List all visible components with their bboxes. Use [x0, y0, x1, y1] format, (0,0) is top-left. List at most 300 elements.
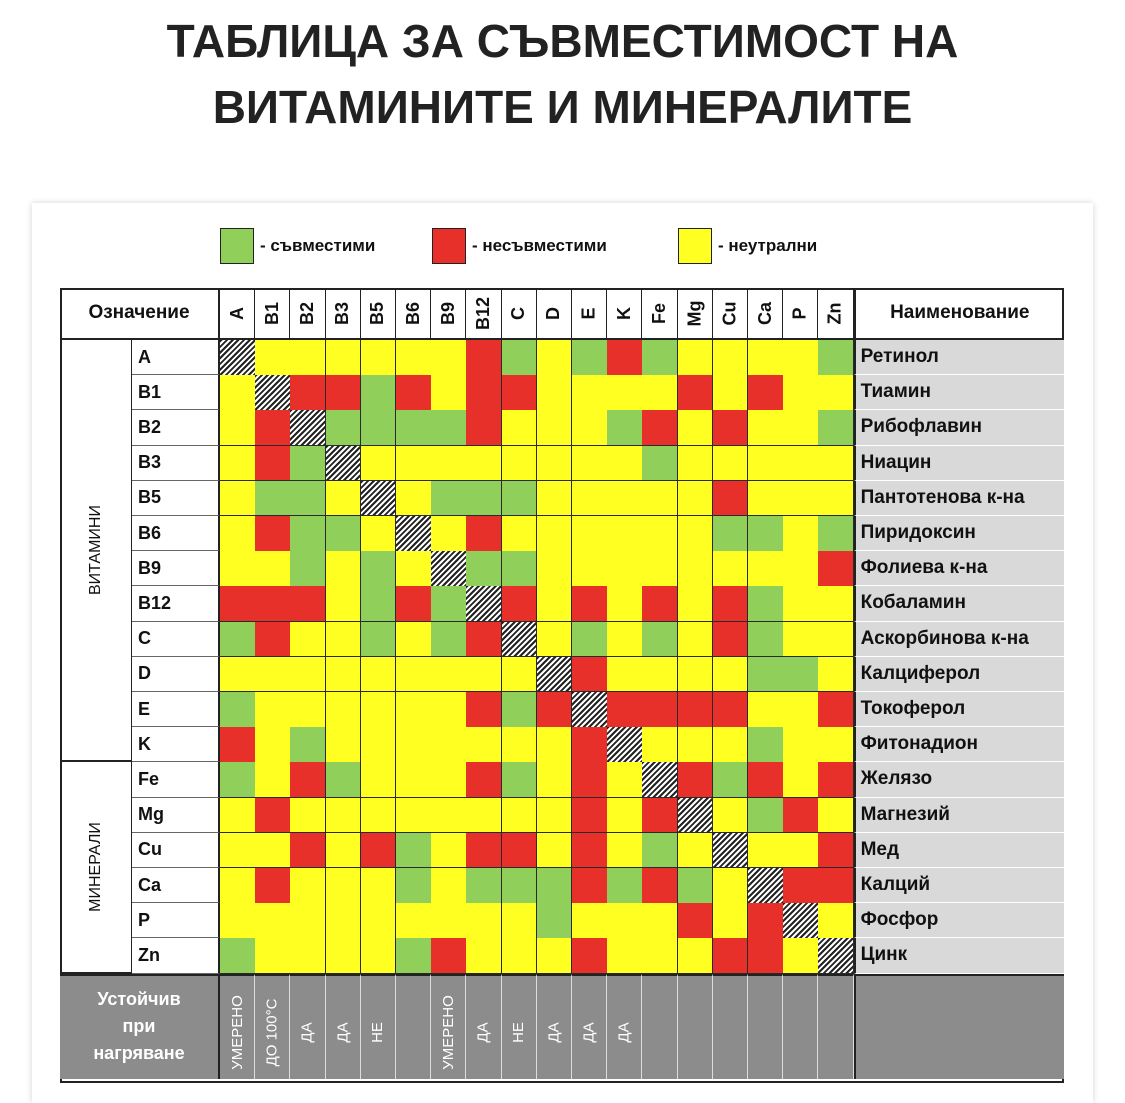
cell-fe-d	[537, 762, 573, 798]
cell-p-b5	[361, 903, 397, 939]
cell-c-c	[502, 622, 538, 658]
cell-b3-b3	[326, 446, 362, 482]
cell-d-fe	[642, 657, 678, 693]
cell-b12-d	[537, 586, 573, 622]
cell-p-b6	[396, 903, 432, 939]
cell-mg-b5	[361, 798, 397, 834]
cell-b5-b2	[290, 481, 326, 517]
cell-b1-a	[220, 375, 256, 411]
heat-value-c: НЕ	[502, 974, 537, 1079]
cell-a-b9	[431, 340, 467, 376]
cell-c-b3	[326, 622, 362, 658]
heat-value-k: ДА	[607, 974, 642, 1079]
cell-b9-cu	[713, 551, 749, 587]
legend-label-compatible: - съвместими	[260, 236, 376, 255]
cell-b9-b3	[326, 551, 362, 587]
row-name: Токоферол	[854, 692, 1064, 727]
cell-b1-d	[537, 375, 573, 411]
cell-a-a	[220, 340, 256, 376]
cell-b6-a	[220, 516, 256, 552]
cell-e-cu	[713, 692, 749, 728]
cell-b3-b2	[290, 446, 326, 482]
cell-mg-p	[783, 798, 819, 834]
row-code: B3	[132, 446, 220, 481]
cell-ca-b9	[431, 868, 467, 904]
cell-fe-e	[572, 762, 608, 798]
row-name: Калциферол	[854, 657, 1064, 692]
cell-b9-k	[607, 551, 643, 587]
cell-b2-p	[783, 410, 819, 446]
cell-p-fe	[642, 903, 678, 939]
heat-name-blank	[854, 974, 1064, 1079]
cell-b9-b9	[431, 551, 467, 587]
cell-b6-b12	[466, 516, 502, 552]
cell-fe-a	[220, 762, 256, 798]
cell-zn-d	[537, 938, 573, 974]
cell-a-b6	[396, 340, 432, 376]
cell-c-ca	[748, 622, 784, 658]
cell-b12-b2	[290, 586, 326, 622]
row-code: K	[132, 727, 220, 762]
row-name: Пиридоксин	[854, 516, 1064, 551]
cell-b12-cu	[713, 586, 749, 622]
cell-cu-e	[572, 833, 608, 869]
cell-ca-b1	[255, 868, 291, 904]
cell-b3-a	[220, 446, 256, 482]
cell-a-ca	[748, 340, 784, 376]
cell-c-b12	[466, 622, 502, 658]
cell-b1-fe	[642, 375, 678, 411]
cell-d-d	[537, 657, 573, 693]
cell-mg-ca	[748, 798, 784, 834]
cell-mg-e	[572, 798, 608, 834]
row-code: E	[132, 692, 220, 727]
cell-d-b1	[255, 657, 291, 693]
cell-p-b12	[466, 903, 502, 939]
cell-b12-k	[607, 586, 643, 622]
cell-b2-k	[607, 410, 643, 446]
cell-mg-fe	[642, 798, 678, 834]
legend-label-neutral: - неутрални	[718, 236, 818, 255]
cell-a-b3	[326, 340, 362, 376]
cell-fe-ca	[748, 762, 784, 798]
column-header-zn: Zn	[818, 288, 853, 340]
cell-a-b5	[361, 340, 397, 376]
cell-d-c	[502, 657, 538, 693]
cell-b2-a	[220, 410, 256, 446]
cell-d-b5	[361, 657, 397, 693]
cell-fe-b12	[466, 762, 502, 798]
cell-b9-zn	[818, 551, 854, 587]
cell-ca-b3	[326, 868, 362, 904]
heat-value-b12: ДА	[466, 974, 501, 1079]
cell-k-b2	[290, 727, 326, 763]
cell-p-mg	[678, 903, 714, 939]
cell-b6-c	[502, 516, 538, 552]
cell-c-e	[572, 622, 608, 658]
cell-b5-b12	[466, 481, 502, 517]
column-header-b9: B9	[431, 288, 466, 340]
cell-b6-cu	[713, 516, 749, 552]
cell-d-e	[572, 657, 608, 693]
cell-b12-c	[502, 586, 538, 622]
cell-b2-zn	[818, 410, 854, 446]
cell-b3-d	[537, 446, 573, 482]
cell-zn-c	[502, 938, 538, 974]
cell-p-b9	[431, 903, 467, 939]
header-designation: Означение	[60, 288, 220, 340]
row-name: Магнезий	[854, 798, 1064, 833]
cell-mg-b2	[290, 798, 326, 834]
cell-zn-zn	[818, 938, 854, 974]
heat-value-b6	[396, 974, 431, 1079]
cell-k-b3	[326, 727, 362, 763]
cell-b1-c	[502, 375, 538, 411]
cell-zn-b6	[396, 938, 432, 974]
cell-b5-b1	[255, 481, 291, 517]
cell-b3-cu	[713, 446, 749, 482]
cell-b9-p	[783, 551, 819, 587]
cell-p-b1	[255, 903, 291, 939]
cell-mg-c	[502, 798, 538, 834]
cell-b5-p	[783, 481, 819, 517]
cell-b3-k	[607, 446, 643, 482]
cell-b9-b2	[290, 551, 326, 587]
cell-b2-cu	[713, 410, 749, 446]
cell-b3-b9	[431, 446, 467, 482]
cell-e-b5	[361, 692, 397, 728]
cell-c-zn	[818, 622, 854, 658]
cell-k-mg	[678, 727, 714, 763]
cell-b1-e	[572, 375, 608, 411]
cell-zn-fe	[642, 938, 678, 974]
cell-b6-ca	[748, 516, 784, 552]
cell-p-cu	[713, 903, 749, 939]
cell-d-mg	[678, 657, 714, 693]
column-header-b3: B3	[326, 288, 361, 340]
cell-c-b9	[431, 622, 467, 658]
cell-k-c	[502, 727, 538, 763]
legend-incompatible	[432, 228, 607, 264]
cell-b1-b1	[255, 375, 291, 411]
row-name: Тиамин	[854, 375, 1064, 410]
cell-p-c	[502, 903, 538, 939]
cell-c-b2	[290, 622, 326, 658]
cell-cu-p	[783, 833, 819, 869]
cell-ca-b5	[361, 868, 397, 904]
cell-fe-zn	[818, 762, 854, 798]
legend-compatible	[220, 228, 375, 264]
cell-e-b12	[466, 692, 502, 728]
heat-value-zn	[818, 974, 853, 1079]
cell-k-b9	[431, 727, 467, 763]
cell-b1-zn	[818, 375, 854, 411]
column-header-mg: Mg	[678, 288, 713, 340]
cell-b2-e	[572, 410, 608, 446]
cell-a-e	[572, 340, 608, 376]
cell-zn-b5	[361, 938, 397, 974]
cell-b5-d	[537, 481, 573, 517]
cell-b2-b9	[431, 410, 467, 446]
cell-b5-e	[572, 481, 608, 517]
cell-p-p	[783, 903, 819, 939]
cell-zn-a	[220, 938, 256, 974]
group-label-minerals: МИНЕРАЛИ	[60, 762, 132, 973]
cell-fe-cu	[713, 762, 749, 798]
cell-b1-p	[783, 375, 819, 411]
cell-b6-mg	[678, 516, 714, 552]
cell-b2-d	[537, 410, 573, 446]
cell-mg-k	[607, 798, 643, 834]
cell-ca-b6	[396, 868, 432, 904]
cell-b2-b12	[466, 410, 502, 446]
row-code: C	[132, 622, 220, 657]
column-header-b12: B12	[466, 288, 501, 340]
cell-b2-mg	[678, 410, 714, 446]
cell-cu-b2	[290, 833, 326, 869]
cell-ca-mg	[678, 868, 714, 904]
cell-b1-ca	[748, 375, 784, 411]
cell-a-b12	[466, 340, 502, 376]
cell-cu-a	[220, 833, 256, 869]
heat-value-b5: НЕ	[361, 974, 396, 1079]
row-name: Фолиева к-на	[854, 551, 1064, 586]
cell-e-d	[537, 692, 573, 728]
cell-mg-a	[220, 798, 256, 834]
cell-b9-b6	[396, 551, 432, 587]
cell-b3-c	[502, 446, 538, 482]
cell-b3-b1	[255, 446, 291, 482]
cell-b12-b3	[326, 586, 362, 622]
heat-value-b1: ДО 100°С	[255, 974, 290, 1079]
row-code: Ca	[132, 868, 220, 903]
cell-e-b2	[290, 692, 326, 728]
column-header-cu: Cu	[713, 288, 748, 340]
cell-mg-b6	[396, 798, 432, 834]
row-code: B6	[132, 516, 220, 551]
legend-swatch-red	[432, 228, 466, 264]
cell-ca-a	[220, 868, 256, 904]
column-header-a: A	[220, 288, 255, 340]
cell-b5-k	[607, 481, 643, 517]
cell-b1-b9	[431, 375, 467, 411]
cell-b5-fe	[642, 481, 678, 517]
cell-b9-b12	[466, 551, 502, 587]
row-code: A	[132, 340, 220, 375]
cell-b2-b6	[396, 410, 432, 446]
cell-ca-fe	[642, 868, 678, 904]
column-header-b2: B2	[290, 288, 325, 340]
cell-ca-e	[572, 868, 608, 904]
cell-b12-fe	[642, 586, 678, 622]
cell-cu-d	[537, 833, 573, 869]
cell-ca-ca	[748, 868, 784, 904]
row-name: Цинк	[854, 938, 1064, 973]
cell-k-cu	[713, 727, 749, 763]
cell-p-b2	[290, 903, 326, 939]
cell-a-b2	[290, 340, 326, 376]
column-header-d: D	[537, 288, 572, 340]
cell-b9-a	[220, 551, 256, 587]
cell-k-p	[783, 727, 819, 763]
cell-k-d	[537, 727, 573, 763]
cell-b2-ca	[748, 410, 784, 446]
cell-cu-cu	[713, 833, 749, 869]
cell-mg-b1	[255, 798, 291, 834]
cell-b3-zn	[818, 446, 854, 482]
column-header-b6: B6	[396, 288, 431, 340]
cell-c-mg	[678, 622, 714, 658]
cell-ca-k	[607, 868, 643, 904]
cell-e-b9	[431, 692, 467, 728]
cell-a-d	[537, 340, 573, 376]
cell-b2-b3	[326, 410, 362, 446]
cell-c-k	[607, 622, 643, 658]
cell-e-b6	[396, 692, 432, 728]
row-name: Кобаламин	[854, 586, 1064, 621]
cell-b5-b6	[396, 481, 432, 517]
legend-swatch-yellow	[678, 228, 712, 264]
cell-b3-b12	[466, 446, 502, 482]
cell-b1-b3	[326, 375, 362, 411]
row-code: Fe	[132, 762, 220, 797]
cell-k-b12	[466, 727, 502, 763]
cell-mg-d	[537, 798, 573, 834]
cell-b6-zn	[818, 516, 854, 552]
cell-b3-p	[783, 446, 819, 482]
column-header-p: P	[783, 288, 818, 340]
cell-p-e	[572, 903, 608, 939]
cell-a-fe	[642, 340, 678, 376]
cell-b9-fe	[642, 551, 678, 587]
cell-c-p	[783, 622, 819, 658]
cell-fe-p	[783, 762, 819, 798]
cell-b5-cu	[713, 481, 749, 517]
heat-value-p	[783, 974, 818, 1079]
cell-b6-b1	[255, 516, 291, 552]
cell-a-k	[607, 340, 643, 376]
row-code: Mg	[132, 798, 220, 833]
cell-cu-b9	[431, 833, 467, 869]
cell-b5-a	[220, 481, 256, 517]
cell-b1-b6	[396, 375, 432, 411]
cell-ca-c	[502, 868, 538, 904]
cell-b6-e	[572, 516, 608, 552]
cell-b2-b5	[361, 410, 397, 446]
cell-d-zn	[818, 657, 854, 693]
column-header-b1: B1	[255, 288, 290, 340]
cell-cu-b6	[396, 833, 432, 869]
row-name: Калций	[854, 868, 1064, 903]
cell-b6-b2	[290, 516, 326, 552]
heat-value-d: ДА	[537, 974, 572, 1079]
cell-b2-b2	[290, 410, 326, 446]
row-code: P	[132, 903, 220, 938]
row-name: Желязо	[854, 762, 1064, 797]
cell-b12-ca	[748, 586, 784, 622]
cell-b1-k	[607, 375, 643, 411]
cell-c-fe	[642, 622, 678, 658]
cell-cu-b3	[326, 833, 362, 869]
cell-p-zn	[818, 903, 854, 939]
row-name: Фосфор	[854, 903, 1064, 938]
cell-b6-b5	[361, 516, 397, 552]
cell-zn-cu	[713, 938, 749, 974]
cell-b12-b12	[466, 586, 502, 622]
cell-b12-b1	[255, 586, 291, 622]
cell-c-cu	[713, 622, 749, 658]
cell-fe-b3	[326, 762, 362, 798]
title-line-2: ВИТАМИНИТЕ И МИНЕРАЛИТЕ	[212, 81, 913, 133]
row-code: Zn	[132, 938, 220, 973]
cell-a-b1	[255, 340, 291, 376]
row-code: B9	[132, 551, 220, 586]
heat-value-b2: ДА	[290, 974, 325, 1079]
cell-zn-b2	[290, 938, 326, 974]
cell-e-ca	[748, 692, 784, 728]
cell-e-fe	[642, 692, 678, 728]
cell-ca-p	[783, 868, 819, 904]
cell-b1-b12	[466, 375, 502, 411]
cell-ca-b12	[466, 868, 502, 904]
cell-e-mg	[678, 692, 714, 728]
cell-e-a	[220, 692, 256, 728]
column-header-ca: Ca	[748, 288, 783, 340]
cell-k-fe	[642, 727, 678, 763]
cell-b12-mg	[678, 586, 714, 622]
cell-e-c	[502, 692, 538, 728]
cell-b9-mg	[678, 551, 714, 587]
cell-b1-b5	[361, 375, 397, 411]
cell-c-b6	[396, 622, 432, 658]
cell-b5-zn	[818, 481, 854, 517]
cell-zn-b9	[431, 938, 467, 974]
cell-b1-b2	[290, 375, 326, 411]
cell-fe-b5	[361, 762, 397, 798]
cell-cu-ca	[748, 833, 784, 869]
cell-p-d	[537, 903, 573, 939]
cell-e-zn	[818, 692, 854, 728]
cell-d-b9	[431, 657, 467, 693]
heat-value-mg	[678, 974, 713, 1079]
cell-b6-p	[783, 516, 819, 552]
cell-b12-b9	[431, 586, 467, 622]
cell-zn-k	[607, 938, 643, 974]
cell-k-e	[572, 727, 608, 763]
row-name: Аскорбинова к-на	[854, 622, 1064, 657]
cell-b9-b1	[255, 551, 291, 587]
cell-b3-ca	[748, 446, 784, 482]
cell-a-c	[502, 340, 538, 376]
cell-b5-b9	[431, 481, 467, 517]
cell-zn-b3	[326, 938, 362, 974]
row-code: B1	[132, 375, 220, 410]
cell-ca-d	[537, 868, 573, 904]
cell-e-k	[607, 692, 643, 728]
cell-zn-b1	[255, 938, 291, 974]
heat-value-a: УМЕРЕНО	[220, 974, 255, 1079]
column-header-k: K	[607, 288, 642, 340]
cell-b6-b6	[396, 516, 432, 552]
cell-b6-d	[537, 516, 573, 552]
column-header-fe: Fe	[642, 288, 677, 340]
heat-value-e: ДА	[572, 974, 607, 1079]
cell-e-e	[572, 692, 608, 728]
cell-b9-c	[502, 551, 538, 587]
cell-b3-b6	[396, 446, 432, 482]
cell-c-b1	[255, 622, 291, 658]
cell-c-a	[220, 622, 256, 658]
